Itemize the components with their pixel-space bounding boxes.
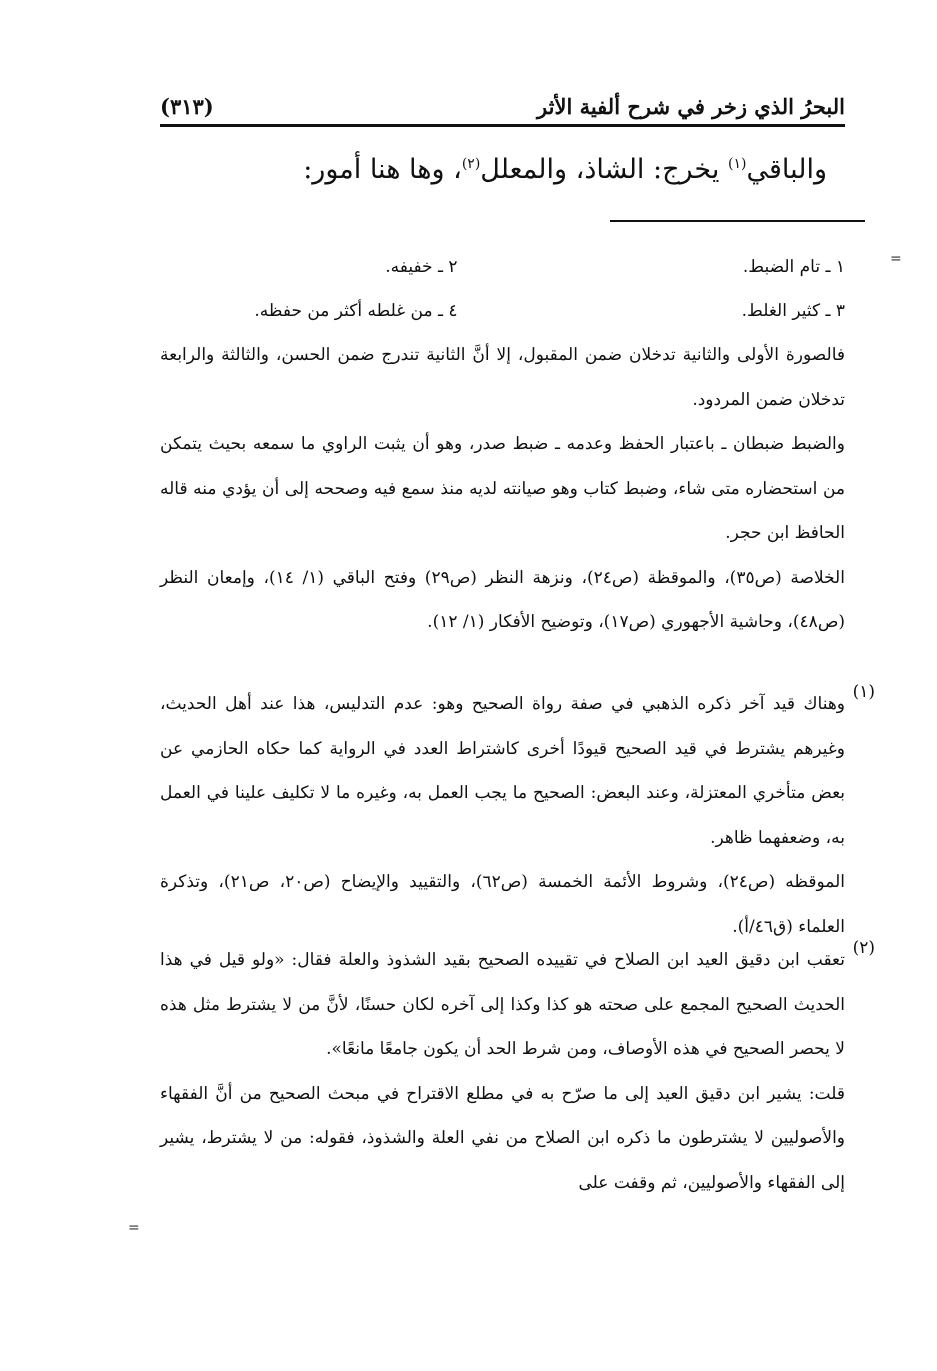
grid-row <box>160 289 845 333</box>
footnote-paragraph: والضبط ضبطان ـ باعتبار الحفظ وعدمه ـ ضبط صدر، وهو أن يثبت الراوي ما سمعه بحيث يتمكن من استحضاره متى شاء، وضبط كتاب وهو صيانته لديه منذ سمع فيه وصححه إلى أن يؤدي منه قاله الحافظ ابن حجر. <box>160 434 845 543</box>
grid-cell: ١ ـ تام الضبط. <box>742 257 845 277</box>
main-text-line <box>230 148 827 192</box>
footnote-continuation <box>160 245 845 645</box>
continuation-mark: = <box>890 251 902 267</box>
footnote-1 <box>160 682 875 949</box>
footnote-paragraph: الخلاصة (ص٣٥)، والموقظة (ص٢٤)، ونزهة النظر (ص٢٩) وفتح الباقي (١/ ١٤)، وإمعان النظر (ص٤٨)، وحاشية الأجهوري (ص١٧)، وتوضيح الأفكار (١/ ١٢). <box>160 567 845 632</box>
footnote-paragraph: تعقب ابن دقيق العيد ابن الصلاح في تقييده الصحيح بقيد الشذوذ والعلة فقال: «ولو قيل في هذا الحديث الصحيح المجمع على صحته هو كذا وكذا إلى آخره لكان حسنًا، لأنَّ من لا يشترط مثل هذه لا يحصر الصحيح في هذه الأوصاف، ومن شرط الحد أن يكون جامعًا مانعًا». <box>160 950 845 1059</box>
grid-cell: ٢ ـ خفيفه. <box>385 257 458 277</box>
footnote-number: (١) <box>852 682 875 702</box>
main-text-part: ، وها هنا أمور: <box>303 154 462 185</box>
main-text-part: والباقي <box>746 154 827 185</box>
page-number: (٣١٣) <box>160 94 214 119</box>
page-header <box>160 84 845 127</box>
footnote-paragraph: وهناك قيد آخر ذكره الذهبي في صفة رواة الصحيح وهو: عدم التدليس، هذا عند أهل الحديث، وغيرهم يشترط في قيد الصحيح قيودًا أخرى كاشتراط العدد في الرواية كما حكاه الحازمي عن بعض متأخري المعتزلة، وعند البعض: الصحيح ما يجب العمل به، وغيره ما لا تكليف علينا في العمل به، وضعفهما ظاهر. <box>160 694 845 848</box>
footnote-paragraph: قلت: يشير ابن دقيق العيد إلى ما صرّح به في مطلع الاقتراح في مبحث الصحيح من أنَّ الفقهاء والأصوليين لا يشترطون ما ذكره ابن الصلاح من نفي العلة والشذوذ، فقوله: من لا يشترط، يشير إلى الفقهاء والأصوليين، ثم وقفت على <box>160 1083 845 1193</box>
footnote-ref-1[interactable]: (١) <box>727 156 747 172</box>
continuation-mark: = <box>128 1220 140 1236</box>
footnote-paragraph: الموقظه (ص٢٤)، وشروط الأئمة الخمسة (ص٦٢)، والتقييد والإيضاح (ص٢٠، ص٢١)، وتذكرة العلماء (ق٤٦/أ). <box>160 872 845 937</box>
grid-row <box>160 245 845 289</box>
running-title: البحرُ الذي زخر في شرح ألفية الأثر <box>537 94 845 119</box>
footnote-paragraph: فالصورة الأولى والثانية تدخلان ضمن المقبول، إلا أنَّ الثانية تندرج ضمن الحسن، والثالثة والرابعة تدخلان ضمن المردود. <box>160 345 846 410</box>
footnote-ref-2[interactable]: (٢) <box>461 156 481 172</box>
grid-cell: ٣ ـ كثير الغلط. <box>741 301 845 321</box>
footnote-row <box>160 682 875 949</box>
footnote-separator <box>610 220 865 222</box>
footnote-body <box>160 682 845 949</box>
main-text-part: يخرج: الشاذ، والمعلل <box>480 154 728 185</box>
footnote-row <box>160 938 875 1205</box>
footnote-body <box>160 938 845 1205</box>
footnote-2 <box>160 938 875 1205</box>
footnote-number: (٢) <box>852 938 875 958</box>
grid-cell: ٤ ـ من غلطه أكثر من حفظه. <box>254 301 458 321</box>
